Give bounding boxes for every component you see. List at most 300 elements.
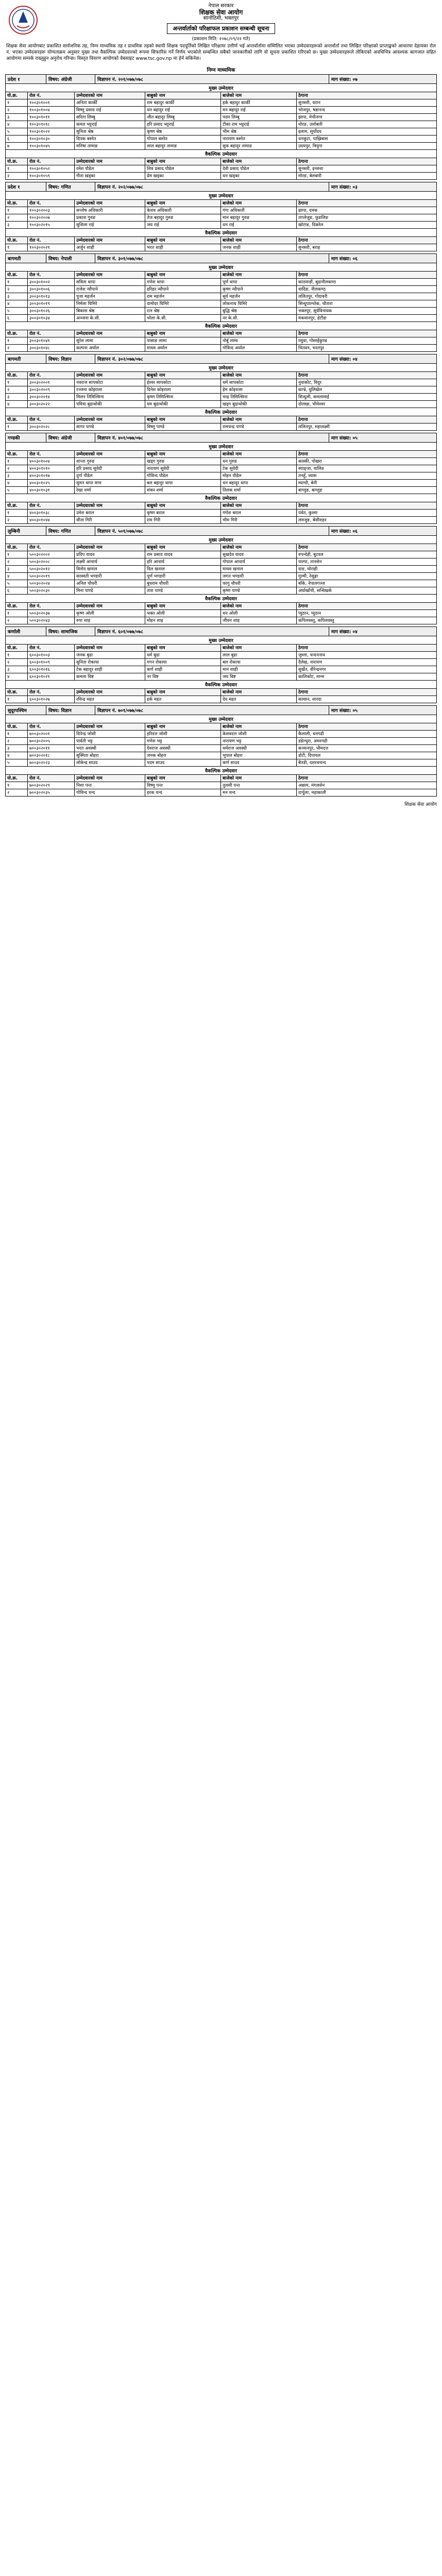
roll-no: ७००३०२००५ [28,738,75,745]
alternate-candidates-heading: वैकल्पिक उम्मेदवार [6,322,436,330]
grandfather-name: सुर्य महर्जन [221,293,297,300]
father-name: तेज बहादुर गुरुङ [145,214,221,222]
level-title: निम्न माध्यमिक [207,67,235,73]
seat-count: माग संख्या: ०५ [331,436,358,441]
table-row [6,107,436,114]
address: बाँके, नेपालगञ्ज [297,580,437,587]
address: कालिकोट, मान्म [297,673,437,681]
father-name: हरिदत्त जोशी [145,731,221,738]
table-row [6,279,436,286]
column-header: ठेगाना [297,544,437,551]
table-row [6,244,436,251]
father-name: शिव प्रसाद पौडेल [145,165,221,173]
roll-no: ४००३०१०१७ [28,472,75,480]
candidate-name: सन्तोष अधिकारी [75,207,145,214]
table-row [6,458,436,465]
table-row [6,293,436,300]
merit-no: २ [6,789,28,796]
merit-no: ६ [6,135,28,143]
merit-no: २ [6,214,28,222]
address: मोरङ, बेलबारी [297,173,437,180]
roll-no: ३००३०१००६ [28,286,75,293]
roll-no: ५००३०२०२४ [28,580,75,587]
merit-no: २ [6,517,28,524]
candidate-name: दुर्गा पौडेल [75,472,145,480]
grandfather-name: गंगा अधिकारी [221,207,297,214]
province-label: सुदूरपश्चिम [6,706,46,715]
father-name: शंकर शर्मा [145,487,221,494]
father-name: कृष्ण बराल [145,510,221,517]
roll-no: ६००३०१००९ [28,659,75,666]
column-header: रोल नं. [28,200,75,207]
table-row [6,558,436,566]
merit-no: १ [6,696,28,703]
address: प्युठान, प्युठान [297,610,437,617]
column-header: उम्मेदवारको नाम [75,330,145,337]
column-header: यो.क्र. [6,723,28,731]
column-header: यो.क्र. [6,272,28,279]
merit-no: ६ [6,587,28,595]
roll-no: १००३०२००३ [28,207,75,214]
candidate-name: भरत अवस्थी [75,745,145,752]
column-header: बाजेको नाम [221,330,297,337]
merit-no: ३ [6,666,28,673]
merit-no: १ [6,379,28,386]
column-header: उम्मेदवारको नाम [75,544,145,551]
column-header: यो.क्र. [6,775,28,782]
section-header [6,354,436,364]
candidate-name: मिलन तिमिल्सिना [75,394,145,401]
candidate-name: राजेश न्यौपाने [75,286,145,293]
candidate-name: पुजा महर्जन [75,293,145,300]
alternate-candidates-heading: वैकल्पिक उम्मेदवार [6,767,436,775]
published-date: (प्रकाशन मिति: २०७८/०९/२२ गते) [192,37,250,42]
address: धादिङ, नीलकण्ठ [297,286,437,293]
roll-no: ५००३०२०४३ [28,617,75,624]
column-header: रोल नं. [28,92,75,99]
column-header: बाजेको नाम [221,200,297,207]
table-row [6,573,436,580]
father-name: हरिहर न्यौपाने [145,286,221,293]
candidate-name: मिना पाण्डे [75,587,145,595]
table-row [6,510,436,517]
candidate-name: बिकास श्रेष्ठ [75,308,145,315]
table-row [6,99,436,107]
column-header: ठेगाना [297,330,437,337]
father-name: कृष्ण श्रेष्ठ [145,128,221,135]
candidate-name: सुनिता रोकाया [75,659,145,666]
merit-no: ३ [6,114,28,121]
column-header: उम्मेदवारको नाम [75,416,145,423]
father-name: धन बहादुर राई [145,107,221,114]
table-row [6,782,436,789]
column-header: बाबुको नाम [145,372,221,379]
address: सिन्धुपाल्चोक, चौतारा [297,300,437,308]
table-row [6,308,436,315]
candidate-name: दिपक बस्नेत [75,135,145,143]
candidate-name: सरिता लिम्बु [75,114,145,121]
result-section [5,354,437,431]
address: काभ्रे, धुलिखेल [297,386,437,394]
table-row [6,759,436,767]
address: कञ्चनपुर, भीमदत्त [297,745,437,752]
father-name: जय राई [145,222,221,229]
column-header: बाबुको नाम [145,200,221,207]
merit-no: २ [6,465,28,472]
alternate-candidates-table [6,330,436,351]
father-name: नर विष्ट [145,673,221,681]
father-name: दिल खनाल [145,566,221,573]
table-row [6,300,436,308]
roll-no: ७००३०२०३५ [28,789,75,796]
merit-no: ५ [6,580,28,587]
alternate-candidates-table [6,603,436,624]
father-name: गगन रोकाया [145,659,221,666]
merit-no: ३ [6,745,28,752]
father-name: दिनेश कोइराला [145,386,221,394]
father-name: भक्त ओली [145,610,221,617]
father-name: कृष्ण तिमिल्सिना [145,394,221,401]
roll-no: ५००३०२००२ [28,551,75,558]
father-name: गोपाल बस्नेत [145,135,221,143]
section-header [6,75,436,84]
column-header: बाजेको नाम [221,158,297,165]
roll-no: ७००३०२००१ [28,731,75,738]
father-name: जीत बहादुर लिम्बु [145,114,221,121]
column-header: ठेगाना [297,645,437,652]
column-header: बाबुको नाम [145,689,221,696]
province-label: प्रदेश १ [6,75,46,83]
column-header: ठेगाना [297,603,437,610]
table-row [6,165,436,173]
merit-no: ४ [6,300,28,308]
merit-no: ६ [6,315,28,322]
column-header: बाबुको नाम [145,645,221,652]
advertisement-number: विज्ञापन नं. ६०१/०७७/०७८ [95,627,329,636]
table-row [6,121,436,128]
candidate-name: गीता खड्का [75,173,145,180]
column-header: रोल नं. [28,158,75,165]
notice-header [5,3,437,42]
column-header: उम्मेदवारको नाम [75,645,145,652]
column-header: रोल नं. [28,502,75,510]
column-header: रोल नं. [28,723,75,731]
merit-no: २ [6,617,28,624]
alternate-candidates-table [6,237,436,251]
address: उदयपुर, त्रियुगा [297,143,437,150]
father-name: पदम साउद [145,759,221,767]
merit-no: १ [6,610,28,617]
roll-no: ५००३०२०३० [28,587,75,595]
table-row [6,666,436,673]
main-candidates-table [6,92,436,150]
roll-no: १००३०१०४५ [28,143,75,150]
merit-no: ५ [6,759,28,767]
table-row [6,173,436,180]
org-name: शिक्षक सेवा आयोग [199,9,243,16]
column-header: बाबुको नाम [145,723,221,731]
subject-label: विषय: गणित [46,182,95,191]
column-header: बाबुको नाम [145,158,221,165]
column-header: बाजेको नाम [221,451,297,458]
merit-no: १ [6,458,28,465]
candidate-name: सुशिला राई [75,222,145,229]
column-header: बाबुको नाम [145,775,221,782]
roll-no: ३००३०२०२८ [28,423,75,431]
roll-no: ५००३०२०१९ [28,573,75,580]
column-header: उम्मेदवारको नाम [75,272,145,279]
column-header: उम्मेदवारको नाम [75,775,145,782]
subject-label: विषय: अंग्रेजी [46,433,95,442]
merit-no: ३ [6,566,28,573]
merit-no: १ [6,510,28,517]
column-header: यो.क्र. [6,237,28,244]
alternate-candidates-table [6,689,436,703]
grandfather-name: मान शाही [221,666,297,673]
roll-no: ६००३०१०२७ [28,696,75,703]
candidate-name: रविन्द्र महत [75,696,145,703]
address: डोटी, दिपायल [297,752,437,759]
candidate-name: प्रकाश गुरुङ [75,214,145,222]
column-header: उम्मेदवारको नाम [75,158,145,165]
table-row [6,673,436,681]
roll-no: ५००३०२०१२ [28,566,75,573]
grandfather-name: जय विष्ट [221,673,297,681]
grandfather-name: सुक बहादुर तामाङ [221,143,297,150]
father-name: प्रेम खड्का [145,173,221,180]
table-row [6,394,436,401]
merit-no: ३ [6,472,28,480]
column-header: उम्मेदवारको नाम [75,603,145,610]
column-header: ठेगाना [297,451,437,458]
roll-no: १००३०१०१८ [28,121,75,128]
province-label: कर्णाली [6,627,46,636]
grandfather-name: जीवन शाह [221,617,297,624]
father-name: खड्ग गुरुङ [145,458,221,465]
grandfather-name: धर्मराज अवस्थी [221,745,297,752]
alternate-candidates-heading: वैकल्पिक उम्मेदवार [6,150,436,158]
column-header: यो.क्र. [6,372,28,379]
province-label: गण्डकी [6,433,46,442]
section-header [6,706,436,715]
advertisement-number: विज्ञापन नं. ४०१/०७७/०७८ [95,433,329,442]
column-header: उम्मेदवारको नाम [75,92,145,99]
alternate-candidates-heading: वैकल्पिक उम्मेदवार [6,229,436,237]
candidate-name: सविता थापा [75,279,145,286]
column-header: बाजेको नाम [221,502,297,510]
address: सुर्खेत, वीरेन्द्रनगर [297,666,437,673]
father-name: नारायण सुवेदी [145,465,221,472]
grandfather-name: जनक शाही [221,244,297,251]
address: दैलेख, नारायण [297,659,437,666]
grandfather-name: भीम गिरी [221,517,297,524]
table-row [6,465,436,472]
father-name: कर्ण शाही [145,666,221,673]
column-header: बाजेको नाम [221,603,297,610]
father-name: यम बुढाथोकी [145,401,221,408]
father-name: पूर्ण भण्डारी [145,573,221,580]
column-header: यो.क्र. [6,451,28,458]
table-row [6,752,436,759]
address: अछाम, मंगलसेन [297,782,437,789]
grandfather-name: माधव खनाल [221,566,297,573]
father-name: मोहन शाह [145,617,221,624]
address: चितवन, भरतपुर [297,345,437,352]
column-header: रोल नं. [28,372,75,379]
roll-no: ६००३०१०१६ [28,666,75,673]
table-row [6,379,436,386]
grandfather-name: तिलक शर्मा [221,487,297,494]
seat-count: माग संख्या: ०७ [331,77,358,82]
main-candidates-heading: मुख्य उम्मेदवार [6,364,436,372]
result-section [5,526,437,624]
column-header: उम्मेदवारको नाम [75,200,145,207]
column-header: उम्मेदवारको नाम [75,372,145,379]
candidate-name: निशा पन्त [75,782,145,789]
table-row [6,337,436,345]
seat-count: माग संख्या: ०४ [331,630,358,635]
father-name: तारा पाण्डे [145,587,221,595]
roll-no: १००३०१००४ [28,107,75,114]
column-header: यो.क्र. [6,544,28,551]
candidate-name: सागर पाण्डे [75,423,145,431]
roll-no: ३००३०१०४८ [28,345,75,352]
column-header: बाबुको नाम [145,603,221,610]
seat-count: माग संख्या: ०३ [331,185,358,190]
government-emblem-icon [8,5,38,35]
grandfather-name: तुलसी पन्त [221,782,297,789]
column-header: रोल नं. [28,416,75,423]
org-line-1: नेपाल सरकार [208,3,234,9]
main-candidates-table [6,272,436,322]
column-header: बाजेको नाम [221,775,297,782]
address: काठमाडौं, बुढानीलकण्ठ [297,279,437,286]
main-candidates-heading: मुख्य उम्मेदवार [6,192,436,200]
column-header: रोल नं. [28,775,75,782]
merit-no: १ [6,782,28,789]
column-header: बाजेको नाम [221,272,297,279]
address: ललितपुर, गोदावरी [297,293,437,300]
main-candidates-heading: मुख्य उम्मेदवार [6,263,436,272]
table-row [6,551,436,558]
column-header: यो.क्र. [6,158,28,165]
father-name: हरि आचार्य [145,558,221,566]
address: जुम्ला, चन्दननाथ [297,652,437,659]
merit-no: १ [6,244,28,251]
main-candidates-table [6,451,436,494]
merit-no: १ [6,165,28,173]
column-header: यो.क्र. [6,416,28,423]
column-header: ठेगाना [297,158,437,165]
grandfather-name: देव महत [221,696,297,703]
merit-no: १ [6,207,28,214]
main-candidates-heading: मुख्य उम्मेदवार [6,84,436,92]
column-header: ठेगाना [297,775,437,782]
address: मकवानपुर, हेटौंडा [297,315,437,322]
table-row [6,315,436,322]
father-name: हरि प्रसाद भट्टराई [145,121,221,128]
main-candidates-heading: मुख्य उम्मेदवार [6,715,436,723]
table-row [6,745,436,752]
candidate-name: अञ्जना के.सी. [75,315,145,322]
grandfather-name: धन गुरुङ [221,458,297,465]
address: कपिलवस्तु, कपिलवस्तु [297,617,437,624]
table-row [6,128,436,135]
table-row [6,114,436,121]
grandfather-name: लाल बुढा [221,652,297,659]
candidate-name: कल्पना अर्याल [75,345,145,352]
grandfather-name: फागु चौधरी [221,580,297,587]
grandfather-name: धन राई [221,222,297,229]
merit-no: २ [6,345,28,352]
column-header: रोल नं. [28,451,75,458]
merit-no: १ [6,731,28,738]
result-section [5,253,437,352]
result-section [5,182,437,251]
merit-no: १ [6,279,28,286]
roll-no: ४००३०१०२५ [28,480,75,487]
address: झापा, दमक [297,207,437,214]
father-name: जनक बोहरा [145,752,221,759]
column-header: बाजेको नाम [221,237,297,244]
roll-no: ७००३०२०१८ [28,752,75,759]
alternate-candidates-table [6,416,436,430]
candidate-name: जनक बुढा [75,652,145,659]
candidate-name: सरस्वती भण्डारी [75,573,145,580]
column-header: यो.क्र. [6,92,28,99]
grandfather-name: मन बहादुर राई [221,107,297,114]
merit-no: ४ [6,752,28,759]
father-name: माधव अर्याल [145,345,221,352]
candidate-name: अनिल चौधरी [75,580,145,587]
roll-no: ५००३०२०३७ [28,610,75,617]
province-label: बागमती [6,354,46,363]
alternate-candidates-table [6,502,436,523]
merit-no: ४ [6,673,28,681]
column-header: रोल नं. [28,330,75,337]
grandfather-name: नारायण भट्ट [221,738,297,745]
alternate-candidates-table [6,775,436,796]
grandfather-name: धन खड्का [221,173,297,180]
table-row [6,487,436,494]
result-section [5,74,437,180]
grandfather-name: मान बहादुर गुरुङ [221,214,297,222]
address: बैतडी, दशरथचन्द [297,759,437,767]
candidate-name: कमल भट्टराई [75,121,145,128]
result-section [5,433,437,524]
merit-no: २ [6,659,28,666]
merit-no: ३ [6,293,28,300]
intro-paragraph: शिक्षक सेवा आयोगबाट प्रकाशित सार्वजनिक तह, निम्न माध्यमिक तह र प्राथमिक तहको स्थायी शिक्षक पदपूर्तिको लिखित परिक्षामा उत्तीर्ण भई अन्तर्वार्तामा सम्मिलित भएका उम्मेदवारहरूको अन्तर्वार्ता तथा लिखित परिक्षाको प्राप्ताङ्कको आधारमा देहायका रोल नं. भएका उम्मेदवारहरू योग्यताक्रम अनुसार मुख्य तथा वैकल्पिक उम्मेदवारको रूपमा सिफारिस गर्ने निर्णय भएकोले सम्बन्धित सबैको जानकारीको लागि यो सूचना प्रकाशित गरिएको छ। मुख्य उम्मेदवारहरूले तोकिएको अवधिभित्र आवश्यक कागजात सहित आयोगमा सम्पर्क राख्नुहुन अनुरोध गरिन्छ। विस्तृत विवरण आयोगको वेबसाइट www.tsc.gov.np मा हेर्न सकिनेछ। [6,44,436,61]
address: सुनसरी, बराह [297,244,437,251]
table-row [6,789,436,796]
advertisement-number: विज्ञापन नं. ३०१/०७७/०७८ [95,254,329,263]
column-header: रोल नं. [28,272,75,279]
merit-no: ४ [6,480,28,487]
column-header: ठेगाना [297,689,437,696]
notice-title: अन्तर्वार्ताको परिक्षाफल प्रकाशन सम्बन्धी सूचना [167,23,275,34]
column-header: उम्मेदवारको नाम [75,502,145,510]
advertisement-number: विज्ञापन नं. २०१/०७७/०७८ [95,75,329,83]
father-name: दामोदर घिमिरे [145,300,221,308]
column-header: बाबुको नाम [145,92,221,99]
address: दार्चुला, महाकाली [297,789,437,796]
column-header: यो.क्र. [6,645,28,652]
father-name: ईश्वर सापकोटा [145,379,221,386]
subject-label: विषय: गणित [46,527,95,535]
grandfather-name: मन चन्द [221,789,297,796]
column-header: बाबुको नाम [145,330,221,337]
